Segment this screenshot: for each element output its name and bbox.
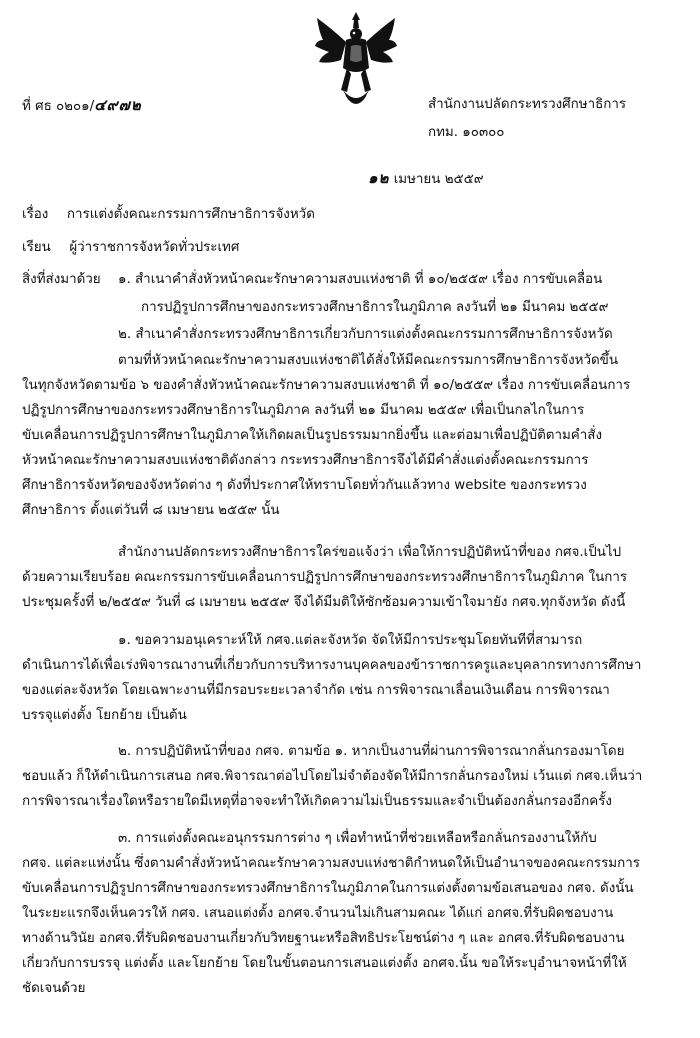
paragraph-line: ๓. การแต่งตั้งคณะอนุกรรมการต่าง ๆ เพื่อทำหน้าที่ช่วยเหลือหรือกลั่นกรองงานให้กับ <box>118 831 597 846</box>
agency-address: กทม. ๑๐๓๐๐ <box>428 125 505 140</box>
document-number-handwritten: ๔๙๗๒ <box>94 96 142 114</box>
paragraph-line: ชอบแล้ว ก็ให้ดำเนินการเสนอ กศจ.พิจารณาต่อไปโดยไม่จำต้องจัดให้มีการกลั่นกรองใหม่ เว้นแต่ กศจ.เห็นว่า <box>22 769 643 784</box>
attachment-item-1: ๑. สำเนาคำสั่งหัวหน้าคณะรักษาความสงบแห่งชาติ ที่ ๑๐/๒๕๕๙ เรื่อง การขับเคลื่อน <box>118 272 603 287</box>
paragraph-line: หัวหน้าคณะรักษาความสงบแห่งชาติดังกล่าว กระทรวงศึกษาธิการจึงได้มีคำสั่งแต่งตั้งคณะกรรมการ <box>22 453 589 468</box>
attachment-item-2: ๒. สำเนาคำสั่งกระทรวงศึกษาธิการเกี่ยวกับการแต่งตั้งคณะกรรมการศึกษาธิการจังหวัด <box>118 327 613 342</box>
body-paragraph-2 <box>22 540 674 615</box>
paragraph-line: ชัดเจนด้วย <box>22 981 86 996</box>
garuda-emblem <box>313 10 399 110</box>
body-item-1 <box>22 628 674 728</box>
paragraph-line: บรรจุแต่งตั้ง โยกย้าย เป็นต้น <box>22 708 187 723</box>
paragraph-line: ในระยะแรกจึงเห็นควรให้ กศจ. เสนอแต่งตั้ง อกศจ.จำนวนไม่เกินสามคณะ ได้แก่ อกศจ.ที่รับผิดชอบงาน <box>22 906 614 921</box>
paragraph-line: สำนักงานปลัดกระทรวงศึกษาธิการใคร่ขอแจ้งว่า เพื่อให้การปฏิบัติหน้าที่ของ กศจ.เป็นไป <box>118 545 622 560</box>
paragraph-line: ขับเคลื่อนการปฏิรูปการศึกษาในภูมิภาคให้เกิดผลเป็นรูปธรรมมากยิ่งขึ้น และต่อมาเพื่อปฏิบัติตามคำสั่ง <box>22 428 602 443</box>
date-day-handwritten: ๑๒ <box>368 169 390 187</box>
paragraph-line: ศึกษาธิการ ตั้งแต่วันที่ ๘ เมษายน ๒๕๕๙ นั้น <box>22 503 280 518</box>
recipient-label: เรียน <box>22 240 51 255</box>
body-paragraph-1 <box>22 348 674 523</box>
paragraph-line: ปฏิรูปการศึกษาของกระทรวงศึกษาธิการในภูมิภาค ลงวันที่ ๒๑ มีนาคม ๒๕๕๙ เพื่อเป็นกลไกในการ <box>22 403 585 418</box>
paragraph-line: ด้วยความเรียบร้อย คณะกรรมการขับเคลื่อนการปฏิรูปการศึกษาของกระทรวงศึกษาธิการในภูมิภาค ในการ <box>22 570 628 585</box>
paragraph-line: ๑. ขอความอนุเคราะห์ให้ กศจ.แต่ละจังหวัด จัดให้มีการประชุมโดยทันทีที่สามารถ <box>118 633 583 648</box>
date-month-year: เมษายน ๒๕๕๙ <box>393 172 484 187</box>
subject-label: เรื่อง <box>22 207 49 222</box>
recipient-line <box>22 236 239 257</box>
agency-name: สำนักงานปลัดกระทรวงศึกษาธิการ <box>428 97 627 112</box>
subject-line <box>22 203 315 224</box>
paragraph-line: ทางด้านวินัย อกศจ.ที่รับผิดชอบงานเกี่ยวกับวิทยฐานะหรือสิทธิประโยชน์ต่าง ๆ และ อกศจ.ที่รับผิดชอบงาน <box>22 931 625 946</box>
document-date <box>368 166 484 190</box>
recipient-text: ผู้ว่าราชการจังหวัดทั่วประเทศ <box>69 240 240 255</box>
paragraph-line: ตามที่หัวหน้าคณะรักษาความสงบแห่งชาติได้สั่งให้มีคณะกรรมการศึกษาธิการจังหวัดขึ้น <box>118 353 618 368</box>
subject-text: การแต่งตั้งคณะกรรมการศึกษาธิการจังหวัด <box>66 207 315 222</box>
attachment-item-1-cont: การปฏิรูปการศึกษาของกระทรวงศึกษาธิการในภูมิภาค ลงวันที่ ๒๑ มีนาคม ๒๕๕๙ <box>141 300 609 315</box>
paragraph-line: ประชุมครั้งที่ ๒/๒๕๕๙ วันที่ ๘ เมษายน ๒๕๕๙ จึงได้มีมติให้ซักซ้อมความเข้าใจมายัง กศจ.ทุกจังหวัด ดังนี้ <box>22 595 626 610</box>
paragraph-line: ของแต่ละจังหวัด โดยเฉพาะงานที่มีกรอบระยะเวลาจำกัด เช่น การพิจารณาเลื่อนเงินเดือน การพิจารณา <box>22 683 610 698</box>
paragraph-line: กศจ. แต่ละแห่งนั้น ซึ่งตามคำสั่งหัวหน้าคณะรักษาความสงบแห่งชาติกำหนดให้เป็นอำนาจของคณะกรรมการ <box>22 856 640 871</box>
body-item-2 <box>22 739 674 814</box>
paragraph-line: ดำเนินการได้เพื่อเร่งพิจารณางานที่เกี่ยวกับการบริหารงานบุคคลของข้าราชการครูและบุคลากรทางการศึกษา <box>22 658 642 673</box>
document-number <box>22 93 142 117</box>
attachments-label: สิ่งที่ส่งมาด้วย <box>22 272 101 287</box>
paragraph-line: ในทุกจังหวัดตามข้อ ๖ ของคำสั่งหัวหน้าคณะรักษาความสงบแห่งชาติ ที่ ๑๐/๒๕๕๙ เรื่อง การขับเคลื่อนการ <box>22 378 631 393</box>
paragraph-line: การพิจารณาเรื่องใดหรือรายใดมีเหตุที่อาจจะทำให้เกิดความไม่เป็นธรรมและจำเป็นต้องกลั่นกรองอีกครั้ง <box>22 794 612 809</box>
paragraph-line: ๒. การปฏิบัติหน้าที่ของ กศจ. ตามข้อ ๑. หากเป็นงานที่ผ่านการพิจารณากลั่นกรองมาโดย <box>118 744 625 759</box>
paragraph-line: ขับเคลื่อนการปฏิรูปการศึกษาของกระทรวงศึกษาธิการในภูมิภาคในการแต่งตั้งตามข้อเสนอของ กศจ. ดังนั้น <box>22 881 634 896</box>
paragraph-line: ศึกษาธิการจังหวัดของจังหวัดต่าง ๆ ดังที่ประกาศให้ทราบโดยทั่วกันแล้วทาง website ของกระทรวง <box>22 478 587 493</box>
paragraph-line: เกี่ยวกับการบรรจุ แต่งตั้ง และโยกย้าย โดยในขั้นตอนการเสนอแต่งตั้ง อกศจ.นั้น ขอให้ระบุอำนาจหน้าที่ให้ <box>22 956 627 971</box>
document-number-prefix: ที่ ศธ ๐๒๐๑/ <box>22 99 95 114</box>
body-item-3 <box>22 826 674 1001</box>
